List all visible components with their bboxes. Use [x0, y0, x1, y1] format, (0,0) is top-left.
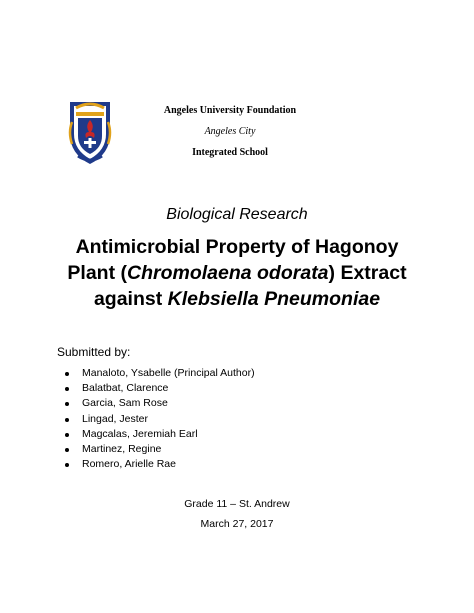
grade-section: Grade 11 – St. Andrew	[184, 498, 290, 510]
title-species-name: Chromolaena odorata	[127, 262, 329, 284]
institution-block	[130, 104, 330, 159]
university-seal-icon	[64, 98, 116, 166]
submission-date: March 27, 2017	[200, 518, 274, 530]
institution-school: Integrated School	[192, 147, 268, 158]
submitted-by-label: Submitted by:	[57, 345, 131, 359]
title-bacteria-name: Klebsiella Pneumoniae	[167, 288, 381, 310]
institution-name: Angeles University Foundation	[163, 105, 297, 116]
author-item: Lingad, Jester	[62, 412, 255, 427]
title-line-1: Antimicrobial Property of Hagonoy	[75, 236, 399, 258]
author-item: Romero, Arielle Rae	[62, 457, 255, 472]
author-item: Balatbat, Clarence	[62, 381, 255, 396]
author-list	[62, 366, 255, 472]
document-header	[0, 98, 474, 170]
title-line-3: against Klebsiella Pneumoniae	[93, 288, 381, 310]
author-item: Manaloto, Ysabelle (Principal Author)	[62, 366, 255, 381]
author-item: Martinez, Regine	[62, 442, 255, 457]
title-line-2: Plant (Chromolaena odorata) Extract	[67, 262, 407, 284]
author-item: Garcia, Sam Rose	[62, 396, 255, 411]
institution-city: Angeles City	[204, 126, 256, 137]
author-item: Magcalas, Jeremiah Earl	[62, 427, 255, 442]
paper-title	[30, 234, 444, 312]
research-category: Biological Research	[166, 206, 308, 223]
